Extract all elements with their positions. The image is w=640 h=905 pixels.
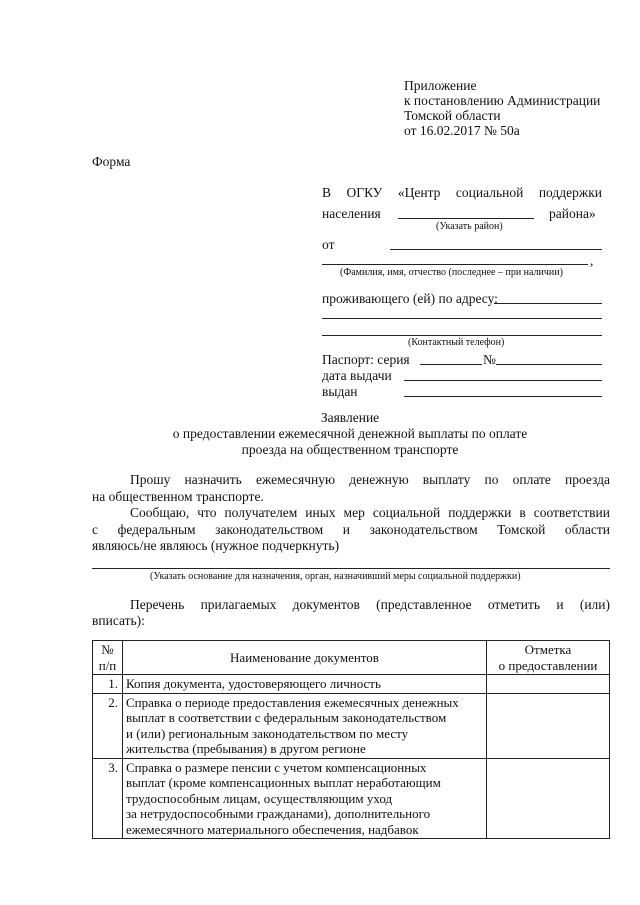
address-field-1[interactable] (494, 303, 602, 304)
row-text-line: Копия документа, удостоверяющего личность (126, 676, 381, 691)
table-header-row (93, 641, 610, 675)
appendix-line-3: Томской области (404, 108, 501, 123)
addressee-word-4: социальной (455, 185, 524, 200)
population-label: населения (322, 206, 381, 221)
title-line-1: Заявление (320, 410, 380, 425)
row-text-line: и (или) региональным законодательством по месту (126, 725, 409, 741)
name-hint: (Фамилия, имя, отчество (последнее – при наличии) (340, 267, 563, 278)
phone-hint: (Контактный телефон) (408, 337, 505, 348)
header-mark-line-2: о предоставлении (498, 657, 598, 673)
paragraph-2-line-3: являюсь/не являюсь (нужное подчеркнуть) (92, 538, 340, 553)
phone-field[interactable] (322, 335, 602, 336)
passport-number-field[interactable] (496, 364, 602, 365)
title-line-3: проезда на общественном транспорте (241, 442, 459, 457)
passport-series-field[interactable] (420, 364, 482, 365)
issue-date-label: дата выдачи (322, 368, 392, 383)
table-row (93, 758, 610, 839)
row-document-name (123, 675, 487, 694)
row-mark-cell[interactable] (487, 758, 610, 839)
appendix-line-2: к постановлению Администрации (404, 93, 601, 108)
address-field-2[interactable] (322, 318, 602, 319)
list-intro-line-1: Перечень прилагаемых документов (представленное отметить и (или) (130, 597, 610, 612)
basis-field[interactable] (92, 568, 610, 569)
row-document-name (123, 693, 487, 758)
appendix-line-1: Приложение (404, 78, 477, 93)
paragraph-1-line-1: Прошу назначить ежемесячную денежную выплату по оплате проезда (130, 472, 610, 487)
table-row (93, 675, 610, 694)
row-mark-cell[interactable] (487, 675, 610, 694)
issue-date-field[interactable] (404, 380, 602, 381)
table-row (93, 693, 610, 758)
header-number-line-1: № (101, 642, 114, 657)
header-mark (487, 641, 610, 675)
addressee-word-5: поддержки (538, 185, 602, 200)
row-number: 1. (93, 675, 123, 694)
document-title (0, 410, 640, 458)
header-number-line-2: п/п (98, 657, 117, 673)
addressee-word-2: ОГКУ (346, 185, 383, 200)
header-mark-line-1: Отметка (524, 642, 572, 657)
issued-by-field[interactable] (404, 396, 602, 397)
from-field[interactable] (390, 249, 602, 250)
title-line-2: о предоставлении ежемесячной денежной выплаты по оплате (172, 426, 528, 441)
basis-hint: (Указать основание для назначения, орган, назначивший меры социальной поддержки) (150, 571, 521, 582)
row-mark-cell[interactable] (487, 693, 610, 758)
row-text-line: Справка о размере пенсии с учетом компенсационных (126, 759, 427, 775)
name-field[interactable] (322, 264, 588, 265)
header-number (93, 641, 123, 675)
issued-by-label: выдан (322, 384, 358, 399)
list-intro-line-2: вписать): (92, 613, 145, 628)
form-label: Форма (92, 154, 131, 169)
residing-label: проживающего (ей) по адресу: (322, 291, 498, 306)
district-field[interactable] (398, 218, 534, 219)
row-text-line: за нетрудоспособными гражданами), дополнительного (126, 806, 431, 821)
passport-number-label: № (483, 352, 496, 367)
header-document-name: Наименование документов (123, 641, 487, 675)
row-document-name (123, 758, 487, 839)
district-end-label: района» (549, 206, 596, 221)
addressee-word-3: «Центр (397, 185, 441, 200)
addressee-line-1 (322, 185, 602, 201)
passport-series-label: Паспорт: серия (322, 352, 410, 367)
row-text-line: выплат в соответствии с федеральным законодательством (126, 710, 447, 725)
row-number: 2. (93, 693, 123, 758)
documents-table (92, 640, 610, 839)
paragraph-2-line-2: с федеральным законодательством и законодательством Томской области (92, 522, 610, 537)
addressee-word-1: В (322, 185, 332, 200)
appendix-block (404, 78, 600, 138)
paragraph-1-line-2: на общественном транспорте. (92, 489, 264, 504)
row-text-line: трудоспособным лицам, осуществляющим уход (126, 790, 393, 806)
row-text-line: Справка о периоде предоставления ежемесячных денежных (126, 694, 459, 710)
row-number: 3. (93, 758, 123, 839)
name-comma: , (590, 253, 594, 268)
from-label: от (322, 237, 335, 252)
district-hint: (Указать район) (436, 221, 503, 232)
paragraph-2-line-1: Сообщаю, что получателем иных мер социальной поддержки в соответствии (130, 505, 610, 520)
row-text-line: ежемесячного материального обеспечения, надбавок (126, 821, 419, 837)
row-text-line: выплат (кроме компенсационных выплат неработающим (126, 775, 441, 790)
appendix-line-4: от 16.02.2017 № 50а (404, 123, 520, 138)
row-text-line: жительства (пребывания) в другом регионе (126, 741, 366, 756)
